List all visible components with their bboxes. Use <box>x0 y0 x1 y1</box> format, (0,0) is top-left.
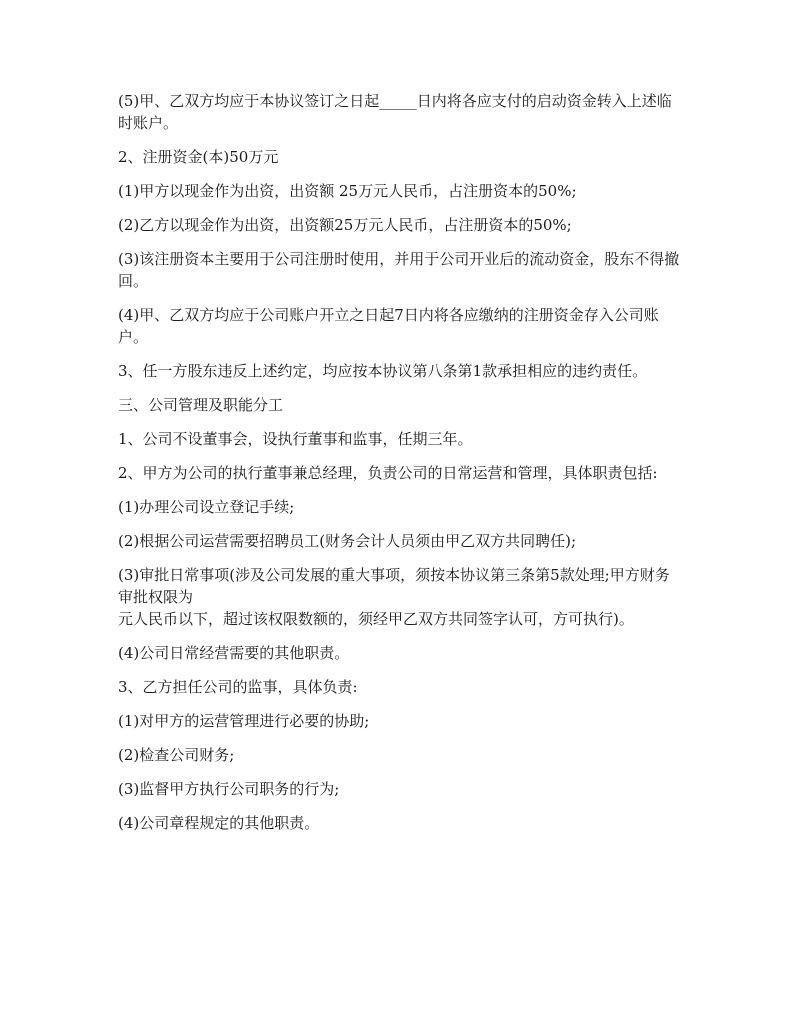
heading-registered-capital: 2、注册资金(本)50万元 <box>118 148 279 166</box>
list-item-registration: (1)办理公司设立登记手续; <box>118 498 295 516</box>
document-page <box>118 90 684 846</box>
paragraph-party-a-role: 2、甲方为公司的执行董事兼总经理，负责公司的日常运营和管理，具体职责包括: <box>118 464 658 482</box>
paragraph-5-startup-funds: (5)甲、乙双方均应于本协议签订之日起_____日内将各应支付的启动资金转入上述临时账户。 <box>118 92 672 132</box>
list-item-approval: (3)审批日常事项(涉及公司发展的重大事项，须按本协议第三条第5款处理;甲方财务审批权限为 元人民币以下，超过该权限数额的，须经甲乙双方共同签字认可，方可执行)。 <box>118 566 670 628</box>
paragraph-capital-party-a: (1)甲方以现金作为出资，出资额 25万元人民币，占注册资本的50%; <box>118 182 577 200</box>
paragraph-capital-party-b: (2)乙方以现金作为出资，出资额25万元人民币，占注册资本的50%; <box>118 216 572 234</box>
list-item-other-duties-a: (4)公司日常经营需要的其他职责。 <box>118 644 350 662</box>
paragraph-party-b-role: 3、乙方担任公司的监事，具体负责: <box>118 678 358 696</box>
list-item-assist: (1)对甲方的运营管理进行必要的协助; <box>118 712 370 730</box>
paragraph-breach-liability: 3、任一方股东违反上述约定，均应按本协议第八条第1款承担相应的违约责任。 <box>118 362 648 380</box>
list-item-supervise: (3)监督甲方执行公司职务的行为; <box>118 780 340 798</box>
section-heading-management: 三、公司管理及职能分工 <box>118 396 284 414</box>
list-item-hiring: (2)根据公司运营需要招聘员工(财务会计人员须由甲乙双方共同聘任); <box>118 532 577 550</box>
paragraph-capital-deposit: (4)甲、乙双方均应于公司账户开立之日起7日内将各应缴纳的注册资金存入公司账户。 <box>118 306 659 346</box>
list-item-other-duties-b: (4)公司章程规定的其他职责。 <box>118 814 320 832</box>
paragraph-capital-usage: (3)该注册资本主要用于公司注册时使用，并用于公司开业后的流动资金，股东不得撤回。 <box>118 250 680 290</box>
list-item-audit: (2)检查公司财务; <box>118 746 235 764</box>
paragraph-no-board: 1、公司不设董事会，设执行董事和监事，任期三年。 <box>118 430 473 448</box>
